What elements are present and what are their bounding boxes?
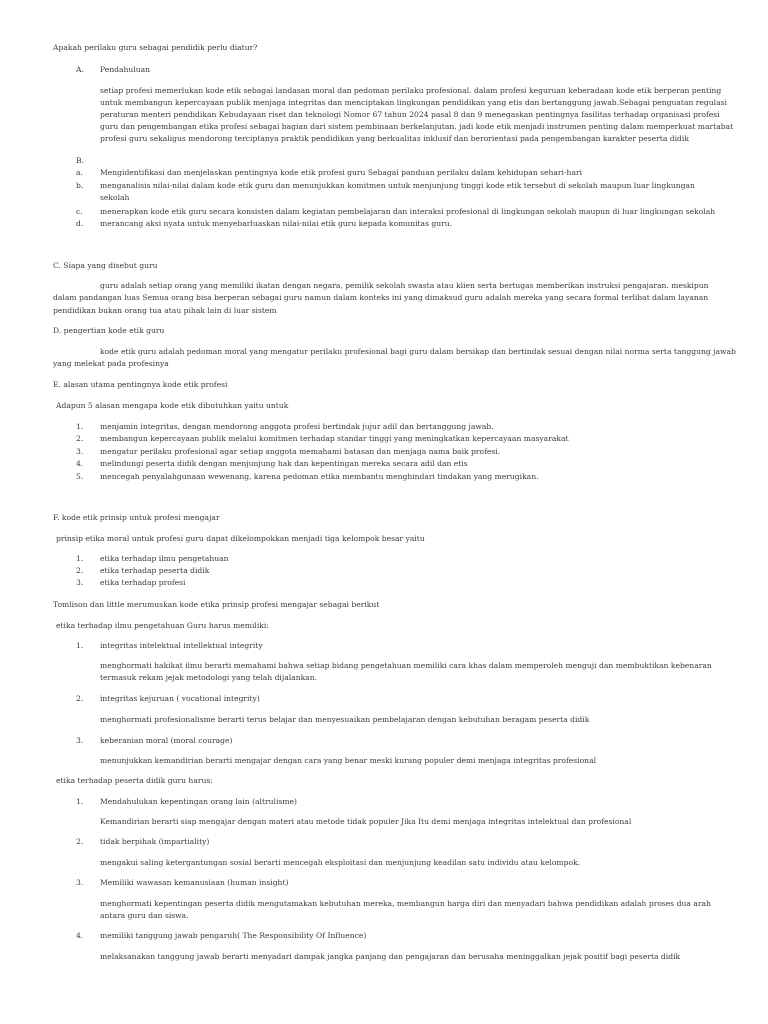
list-marker: d. bbox=[76, 219, 84, 228]
list-marker: c. bbox=[76, 207, 83, 216]
list-marker: 3. bbox=[76, 878, 84, 887]
paragraph-line: untuk membangun kepercayaan publik menjaga integritas dan menciptakan lingkungan pendidikan yang etis dan bertanggung jawab.Sebagai penguatan regulasi bbox=[100, 98, 727, 107]
principle-title: keberanian moral (moral courage) bbox=[100, 736, 233, 745]
list-marker: 4. bbox=[76, 459, 84, 468]
paragraph-line: pendidikan bukan orang tua atau pihak lain di luar sistem bbox=[53, 306, 277, 315]
paragraph-line: dalam pandangan luas Semua orang bisa berperan sebagai guru namun dalam konteks ini yang dimaksud guru adalah mereka yang secara formal terlibat dalam layanan bbox=[53, 293, 709, 302]
principle-description: melaksanakan tanggung jawab berarti menyadari dampak jangka panjang dan pengajaran dan berusaha meninggalkan jejak positif bagi peserta didik bbox=[100, 952, 681, 961]
paragraph-line: guru adalah setiap orang yang memiliki ikatan dengan negara, pemilik sekolah swasta atau klien serta bertugas memberikan instruksi pengajaran. meskipun bbox=[100, 281, 709, 290]
section-b-marker: B. bbox=[76, 156, 84, 165]
section-c-heading: C. Siapa yang disebut guru bbox=[53, 261, 158, 270]
list-item: Mengidentifikasi dan menjelaskan pentingnya kode etik profesi guru Sebagai panduan perilaku dalam kehidupan sehari-hari bbox=[100, 168, 583, 177]
list-item: menganalisis nilai-nilai dalam kode etik guru dan menunjukkan komitmen untuk menjunjung tinggi kode etik tersebut di sekolah maupun luar lingkungan bbox=[100, 181, 695, 190]
list-item: etika terhadap ilmu pengetahuan bbox=[100, 554, 229, 563]
principle-description: mengakui saling ketergantungan sosial berarti mencegah eksploitasi dan menjunjung keadilan satu individu atau kelompok. bbox=[100, 858, 581, 867]
tomlinson-statement: Tomlison dan little merumuskan kode etika prinsip profesi mengajar sebagai berikut bbox=[53, 600, 380, 609]
list-item: menjamin integritas, dengan mendorong anggota profesi bertindak jujur adil dan bertanggung jawab. bbox=[100, 422, 494, 431]
principle-description: menunjukkan kemandirian berarti mengajar dengan cara yang benar meski kurang populer demi menjaga integritas profesional bbox=[100, 756, 597, 765]
section-f-heading: F. kode etik prinsip untuk profesi mengajar bbox=[53, 513, 220, 522]
principle-description: menghormati hakikat ilmu berarti memahami bahwa setiap bidang pengetahuan memiliki cara khas dalam memperoleh menguji dan membuktikan kebenaran bbox=[100, 661, 712, 670]
list-marker: b. bbox=[76, 181, 84, 190]
list-marker: 1. bbox=[76, 797, 84, 806]
principle-title: tidak berpihak (impartiality) bbox=[100, 837, 210, 846]
list-item: membangun kepercayaan publik melalui komitmen terhadap standar tinggi yang meningkatkan kepercayaan masyarakat bbox=[100, 434, 569, 443]
section-a-heading: Pendahuluan bbox=[100, 65, 151, 74]
principle-title: Memiliki wawasan kemanusiaan (human insight) bbox=[100, 878, 289, 887]
list-marker: 5. bbox=[76, 472, 84, 481]
paragraph-line: setiap profesi memerlukan kode etik sebagai landasan moral dan pedoman perilaku profesional. dalam profesi keguruan keberadaan kode etik berperan penting bbox=[100, 86, 722, 95]
principle-description: menghormati profesionalisme berarti terus belajar dan menyesuaikan pembelajaran dengan kebutuhan beragam peserta didik bbox=[100, 715, 590, 724]
principle-title: Mendahulukan kepentingan orang lain (altrulisme) bbox=[100, 797, 297, 806]
principle-description: menghormati kepentingan peserta didik mengutamakan kebutuhan mereka, membangun harga diri dan menyadari bahwa pendidikan adalah proses dua arah bbox=[100, 899, 711, 908]
paragraph-line: profesi guru sekaligus mendorong terciptanya praktik pendidikan yang berkualitas inklusif dan berorientasi pada pengembangan karakter peserta didik bbox=[100, 134, 689, 143]
list-marker: 3. bbox=[76, 736, 84, 745]
paragraph-line: yang melekat pada profesinya bbox=[53, 359, 169, 368]
list-item: mencegah penyalahgunaan wewenang, karena pedoman etika membantu menghindari tindakan yang merugikan. bbox=[100, 472, 539, 481]
list-item: etika terhadap profesi bbox=[100, 578, 186, 587]
section-a-marker: A. bbox=[76, 65, 84, 74]
section-f-intro: prinsip etika moral untuk profesi guru dapat dikelompokkan menjadi tiga kelompok besar yaitu bbox=[56, 534, 425, 543]
paragraph-line: peraturan menteri pendidikan Kebudayaan riset dan teknologi Nomor 67 tahun 2024 pasal 8 dan 9 menegaskan pentingnya fasilitas terhadap organisasi profesi bbox=[100, 110, 720, 119]
principle-title: integritas intelektual intellektual integrity bbox=[100, 641, 263, 650]
document-title: Apakah perilaku guru sebagai pendidik perlu diatur? bbox=[53, 43, 258, 52]
section-e-heading: E. alasan utama pentingnya kode etik profesi bbox=[53, 380, 228, 389]
section-e-intro: Adapun 5 alasan mengapa kode etik dibutuhkan yaitu untuk bbox=[56, 401, 289, 410]
list-marker: a. bbox=[76, 168, 83, 177]
paragraph-line: guru dan pengembangan etika profesi sebagai bagian dari sistem pembinaan berkelanjutan. jadi kode etik menjadi instrumen penting dalam memperkuat martabat bbox=[100, 122, 734, 131]
list-marker: 4. bbox=[76, 931, 84, 940]
paragraph-line: kode etik guru adalah pedoman moral yang mengatur perilaku profesional bagi guru dalam bersikap dan bertindak sesuai dengan nilai norma serta tanggung jawab bbox=[100, 347, 736, 356]
list-item: menerapkan kode etik guru secara konsisten dalam kegiatan pembelajaran dan interaksi profesional di lingkungan sekolah maupun di luar lingkungan sekolah bbox=[100, 207, 716, 216]
list-item: merancang aksi nyata untuk menyebarluaskan nilai-nilai etik guru kepada komunitas guru. bbox=[100, 219, 453, 228]
list-marker: 2. bbox=[76, 566, 84, 575]
principle-title: memiliki tanggung jawab pengaruh( The Responsibility Of Influence) bbox=[100, 931, 367, 940]
list-item: mengatur perilaku profesional agar setiap anggota memahami batasan dan menjaga nama baik profesi. bbox=[100, 447, 501, 456]
list-marker: 1. bbox=[76, 422, 84, 431]
list-marker: 1. bbox=[76, 554, 84, 563]
section-d-heading: D. pengertian kode etik guru bbox=[53, 326, 165, 335]
principle-description: termasuk rekam jejak metodologi yang telah dijalankan. bbox=[100, 673, 318, 682]
principle-description: antara guru dan siswa. bbox=[100, 911, 189, 920]
list-marker: 2. bbox=[76, 434, 84, 443]
student-ethics-heading: etika terhadap peserta didik guru harus: bbox=[56, 776, 213, 785]
principle-title: integritas kejuruan ( vocational integrity) bbox=[100, 694, 260, 703]
knowledge-ethics-heading: etika terhadap ilmu pengetahuan Guru harus memiliki: bbox=[56, 621, 269, 630]
list-marker: 2. bbox=[76, 837, 84, 846]
principle-description: Kemandirian berarti siap mengajar dengan materi atau metode tidak populer Jika Itu demi menjaga integritas intelektual dan profesional bbox=[100, 817, 632, 826]
list-item: melindungi peserta didik dengan menjunjung hak dan kepentingan mereka secara adil dan etis bbox=[100, 459, 468, 468]
list-marker: 3. bbox=[76, 578, 84, 587]
list-marker: 3. bbox=[76, 447, 84, 456]
list-item-continuation: sekolah bbox=[100, 193, 130, 202]
list-marker: 1. bbox=[76, 641, 84, 650]
list-marker: 2. bbox=[76, 694, 84, 703]
list-item: etika terhadap peserta didik bbox=[100, 566, 210, 575]
